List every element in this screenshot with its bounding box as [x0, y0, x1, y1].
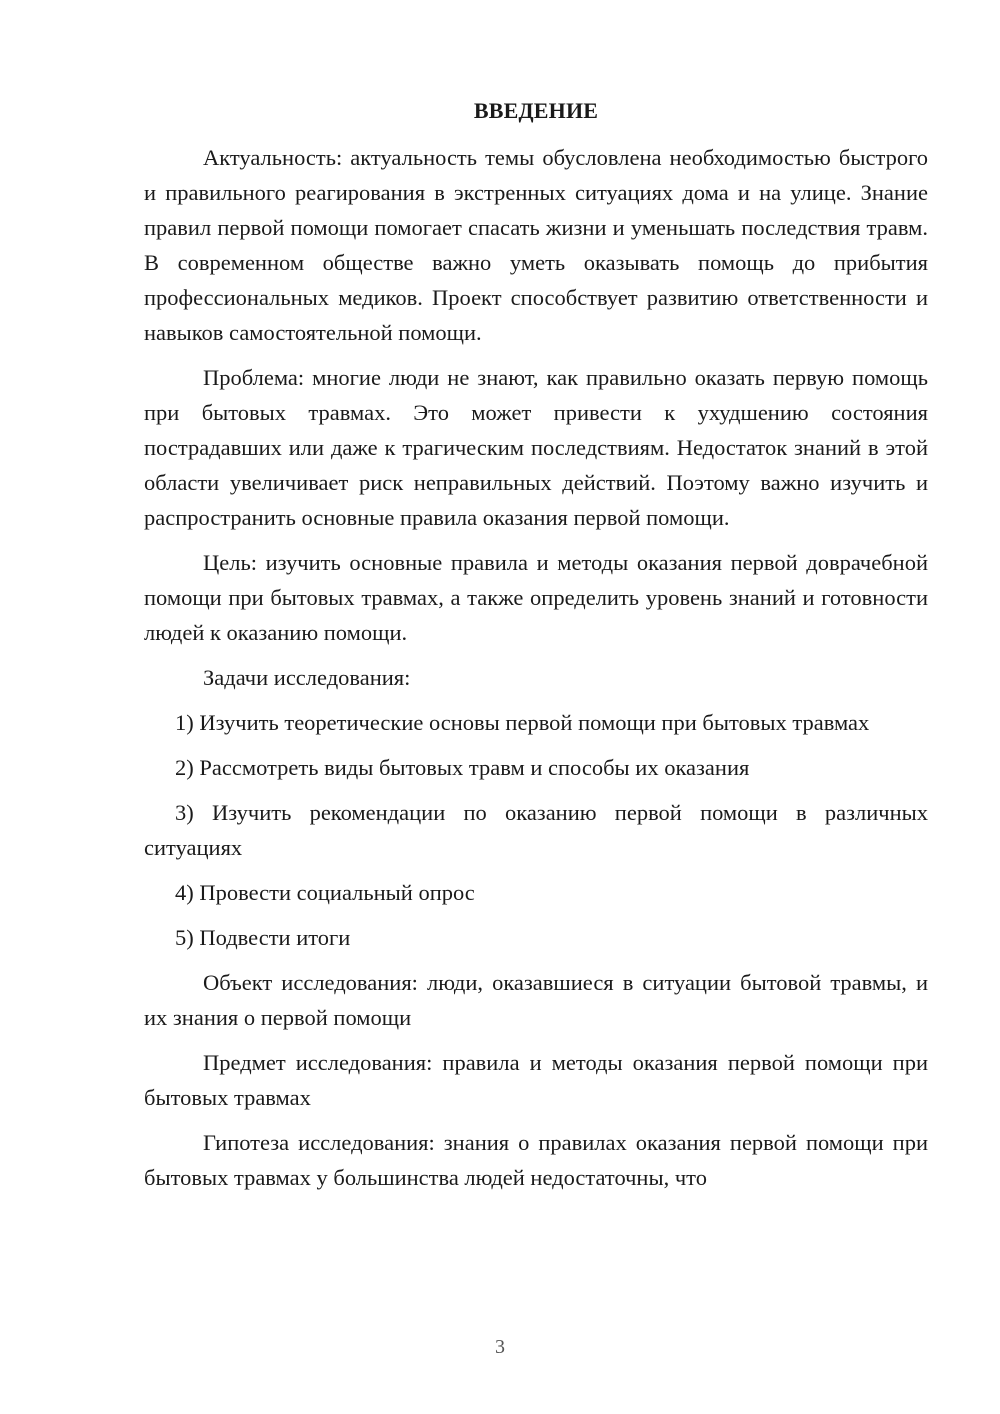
paragraph-goal: Цель: изучить основные правила и методы оказания первой доврачебной помощи при бытовых травмах, а также определить уровень знаний и готовности людей к оказанию помощи.	[144, 550, 928, 645]
paragraph-problem: Проблема: многие люди не знают, как правильно оказать первую помощь при бытовых травмах. Это может привести к ухудшению состояния пострадавших или даже к трагическим последствиям. Недостаток знаний в этой области увеличивает риск неправильных действий. Поэтому важно изучить и распространить основные правила оказания первой помощи.	[144, 365, 928, 530]
paragraph-tasks-heading: Задачи исследования:	[203, 665, 411, 690]
task-item-1: 1) Изучить теоретические основы первой помощи при бытовых травмах	[175, 710, 870, 735]
paragraph-subject: Предмет исследования: правила и методы оказания первой помощи при бытовых травмах	[144, 1050, 928, 1110]
paragraph-hypothesis: Гипотеза исследования: знания о правилах оказания первой помощи при бытовых травмах у большинства людей недостаточны, что	[144, 1130, 928, 1190]
paragraph-relevance: Актуальность: актуальность темы обусловлена необходимостью быстрого и правильного реагирования в экстренных ситуациях дома и на улице. Знание правил первой помощи помогает спасать жизни и уменьшать последствия травм. В современном обществе важно уметь оказывать помощь до прибытия профессиональных медиков. Проект способствует развитию ответственности и навыков самостоятельной помощи.	[144, 145, 928, 345]
page-content	[144, 93, 928, 1205]
paragraph-object: Объект исследования: люди, оказавшиеся в ситуации бытовой травмы, и их знания о первой помощи	[144, 970, 928, 1030]
task-item-4: 4) Провести социальный опрос	[175, 880, 475, 905]
section-title: ВВЕДЕНИЕ	[473, 98, 599, 123]
task-item-3: 3) Изучить рекомендации по оказанию первой помощи в различных ситуациях	[144, 800, 928, 860]
task-item-5: 5) Подвести итоги	[175, 925, 351, 950]
task-item-2: 2) Рассмотреть виды бытовых травм и способы их оказания	[175, 755, 750, 780]
page-number: 3	[495, 1336, 505, 1358]
